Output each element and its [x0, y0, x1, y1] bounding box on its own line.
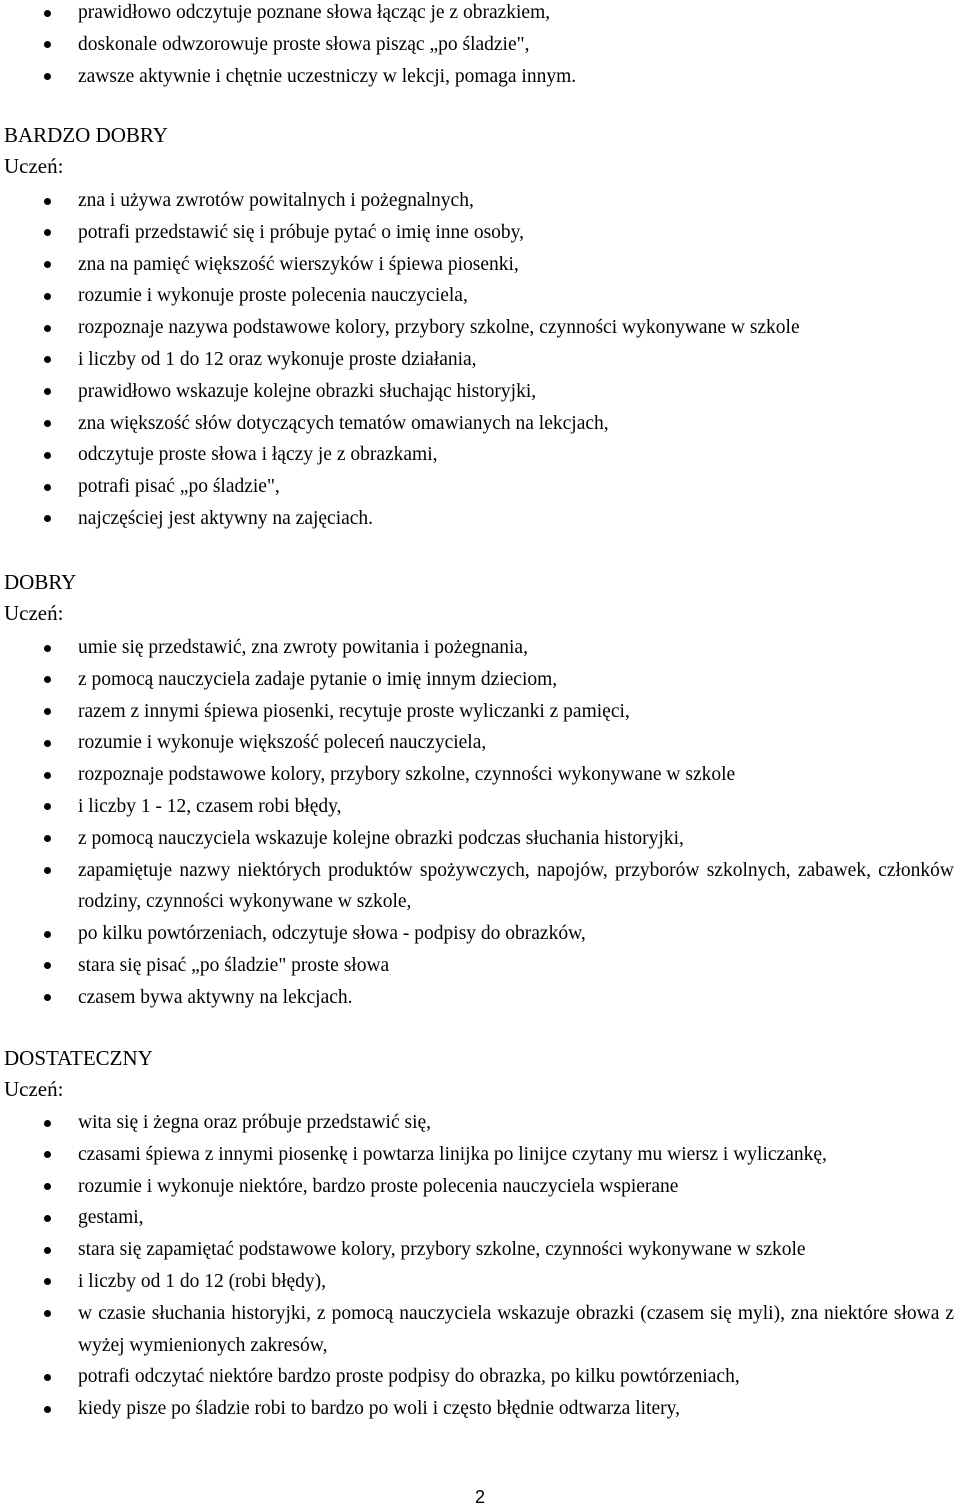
- list-item: razem z innymi śpiewa piosenki, recytuje proste wyliczanki z pamięci,: [0, 696, 960, 728]
- page-number: 2: [474, 1487, 485, 1507]
- list-item: z pomocą nauczyciela wskazuje kolejne obrazki podczas słuchania historyjki,: [0, 823, 960, 855]
- list-item: i liczby od 1 do 12 oraz wykonuje proste działania,: [0, 344, 960, 376]
- list-item: odczytuje proste słowa i łączy je z obrazkami,: [0, 439, 960, 471]
- list-item: w czasie słuchania historyjki, z pomocą nauczyciela wskazuje obrazki (czasem się myli), zna niektóre słowa z wyżej wymienionych zakresów,: [0, 1298, 960, 1362]
- list-item: stara się pisać „po śladzie" proste słowa: [0, 950, 960, 982]
- list-item: gestami,: [0, 1202, 960, 1234]
- list-item: czasami śpiewa z innymi piosenkę i powtarza linijka po linijce czytany mu wiersz i wyliczankę,: [0, 1139, 960, 1171]
- dobry-list: [0, 632, 960, 1014]
- list-item: potrafi pisać „po śladzie",: [0, 471, 960, 503]
- section-subtitle-bardzo-dobry: Uczeń:: [4, 154, 64, 178]
- list-item: prawidłowo wskazuje kolejne obrazki słuchając historyjki,: [0, 376, 960, 408]
- list-item: wita się i żegna oraz próbuje przedstawić się,: [0, 1107, 960, 1139]
- section-title-bardzo-dobry: BARDZO DOBRY: [4, 123, 168, 147]
- list-item: zawsze aktywnie i chętnie uczestniczy w lekcji, pomaga innym.: [0, 61, 960, 93]
- list-item: rozumie i wykonuje większość poleceń nauczyciela,: [0, 727, 960, 759]
- list-item: kiedy pisze po śladzie robi to bardzo po woli i często błędnie odtwarza litery,: [0, 1393, 960, 1425]
- list-item: najczęściej jest aktywny na zajęciach.: [0, 503, 960, 535]
- list-item: zapamiętuje nazwy niektórych produktów spożywczych, napojów, przyborów szkolnych, zabawek, członków rodziny, czynności wykonywane w szkole,: [0, 855, 960, 919]
- dostateczny-block: [0, 1107, 960, 1425]
- list-item: czasem bywa aktywny na lekcjach.: [0, 982, 960, 1014]
- list-item: rozpoznaje nazywa podstawowe kolory, przybory szkolne, czynności wykonywane w szkole: [0, 312, 960, 344]
- list-item: rozpoznaje podstawowe kolory, przybory szkolne, czynności wykonywane w szkole: [0, 759, 960, 791]
- list-item: prawidłowo odczytuje poznane słowa łącząc je z obrazkiem,: [0, 0, 960, 29]
- list-item: umie się przedstawić, zna zwroty powitania i pożegnania,: [0, 632, 960, 664]
- list-item: doskonale odwzorowuje proste słowa pisząc „po śladzie",: [0, 29, 960, 61]
- dobry-block: [0, 632, 960, 1014]
- list-item: stara się zapamiętać podstawowe kolory, przybory szkolne, czynności wykonywane w szkole: [0, 1234, 960, 1266]
- list-item: potrafi odczytać niektóre bardzo proste podpisy do obrazka, po kilku powtórzeniach,: [0, 1361, 960, 1393]
- list-item: rozumie i wykonuje proste polecenia nauczyciela,: [0, 280, 960, 312]
- list-item: i liczby 1 - 12, czasem robi błędy,: [0, 791, 960, 823]
- dostateczny-list: [0, 1107, 960, 1425]
- section-subtitle-dostateczny: Uczeń:: [4, 1077, 64, 1101]
- list-item: po kilku powtórzeniach, odczytuje słowa - podpisy do obrazków,: [0, 918, 960, 950]
- list-item: zna większość słów dotyczących tematów omawianych na lekcjach,: [0, 408, 960, 440]
- list-item: zna i używa zwrotów powitalnych i pożegnalnych,: [0, 185, 960, 217]
- bardzo-dobry-block: [0, 185, 960, 535]
- list-item: z pomocą nauczyciela zadaje pytanie o imię innym dzieciom,: [0, 664, 960, 696]
- section-title-dobry: DOBRY: [4, 570, 77, 594]
- section-title-dostateczny: DOSTATECZNY: [4, 1046, 153, 1070]
- bardzo-dobry-list: [0, 185, 960, 535]
- list-item: zna na pamięć większość wierszyków i śpiewa piosenki,: [0, 249, 960, 281]
- intro-list: [0, 0, 960, 92]
- list-item: rozumie i wykonuje niektóre, bardzo proste polecenia nauczyciela wspierane: [0, 1171, 960, 1203]
- list-item: i liczby od 1 do 12 (robi błędy),: [0, 1266, 960, 1298]
- list-item: potrafi przedstawić się i próbuje pytać o imię inne osoby,: [0, 217, 960, 249]
- intro-block: [0, 0, 960, 92]
- section-subtitle-dobry: Uczeń:: [4, 601, 64, 625]
